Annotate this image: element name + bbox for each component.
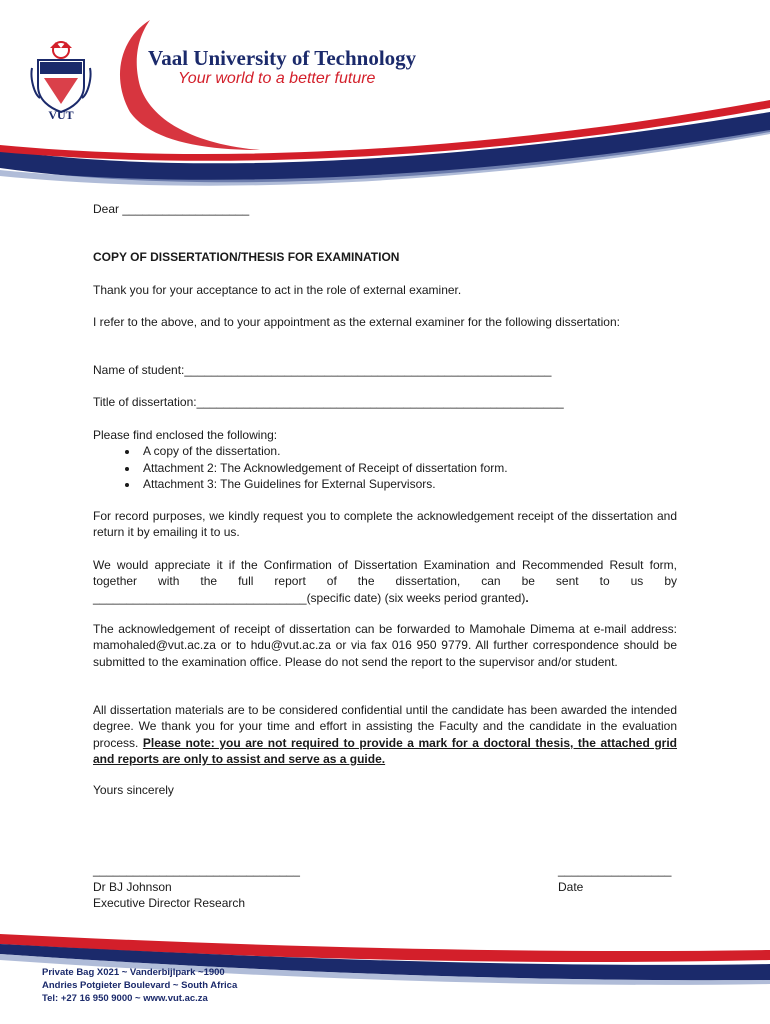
- student-name-field: Name of student:_______________________________________________________: [93, 363, 552, 377]
- dissertation-title-field: Title of dissertation:_______________________________________________________: [93, 395, 564, 409]
- contact-line: Tel: +27 16 950 9000 ~ www.vut.ac.za: [42, 993, 208, 1004]
- footer-address: [42, 966, 237, 1005]
- confirmation-request-end: .: [525, 590, 529, 605]
- doctoral-note: Please note: you are not required to provide a mark for a doctoral thesis, the attached grid and reports are only to assist and serve as a guide.: [93, 735, 678, 766]
- confidentiality-text: All dissertation materials are to be considered confidential until the candidate has been awarded the intended degree. We thank you for your time and effort in assisting the Faculty and the candidate in the evaluation process.: [93, 703, 677, 750]
- paragraph-confirmation-request: [93, 557, 677, 606]
- paragraph-confidentiality: [93, 702, 677, 767]
- salutation: Dear ___________________: [93, 202, 250, 216]
- enclosures-section: [93, 427, 677, 492]
- closing: Yours sincerely: [93, 783, 174, 797]
- list-item: • Attachment 2: The Acknowledgement of Receipt of dissertation form.: [139, 460, 677, 476]
- enclosures-list: [93, 443, 677, 492]
- address-line: Private Bag X021 ~ Vanderbijlpark ~1900: [42, 967, 225, 978]
- letter-subject: COPY OF DISSERTATION/THESIS FOR EXAMINATION: [93, 250, 400, 264]
- date-label: Date: [558, 879, 584, 894]
- enclosures-intro: Please find enclosed the following:: [93, 428, 278, 442]
- paragraph-appointment: I refer to the above, and to your appointment as the external examiner for the following dissertation:: [93, 315, 620, 329]
- header-swoosh-graphic: [0, 0, 770, 200]
- signature-block: [93, 862, 300, 912]
- address-line: Andries Potgieter Boulevard ~ South Africa: [42, 980, 238, 991]
- paragraph-record-purposes: For record purposes, we kindly request you to complete the acknowledgement receipt of the dissertation and return it by emailing it to us.: [93, 509, 677, 540]
- date-block: [558, 862, 671, 895]
- signatory-position: Executive Director Research: [93, 896, 246, 910]
- university-tagline: Your world to a better future: [178, 70, 376, 87]
- paragraph-acknowledgement-contact: The acknowledgement of receipt of dissertation can be forwarded to Mamohale Dimema at e-mail address: mamohaled@vut.ac.za or to hdu@vut.ac.za or via fax 016 950 9779. All further correspondence should be submitted to the examination office. Please do not send the report to the supervisor and/or student.: [93, 622, 677, 669]
- list-item: • A copy of the dissertation.: [139, 443, 677, 459]
- confirmation-request-text: We would appreciate it if the Confirmation of Dissertation Examination and Recommended Result form, together with the full report of the dissertation, can be sent to us by ________________________________(specific date) (six weeks period granted): [93, 558, 677, 605]
- crest-label: VUT: [48, 108, 74, 122]
- date-line: _________________: [558, 863, 672, 877]
- signature-line: _______________________________: [93, 863, 300, 877]
- list-item: • Attachment 3: The Guidelines for External Supervisors.: [139, 476, 677, 492]
- signatory-name: Dr BJ Johnson: [93, 879, 172, 894]
- university-name: Vaal University of Technology: [148, 46, 417, 70]
- paragraph-acceptance: Thank you for your acceptance to act in the role of external examiner.: [93, 283, 462, 297]
